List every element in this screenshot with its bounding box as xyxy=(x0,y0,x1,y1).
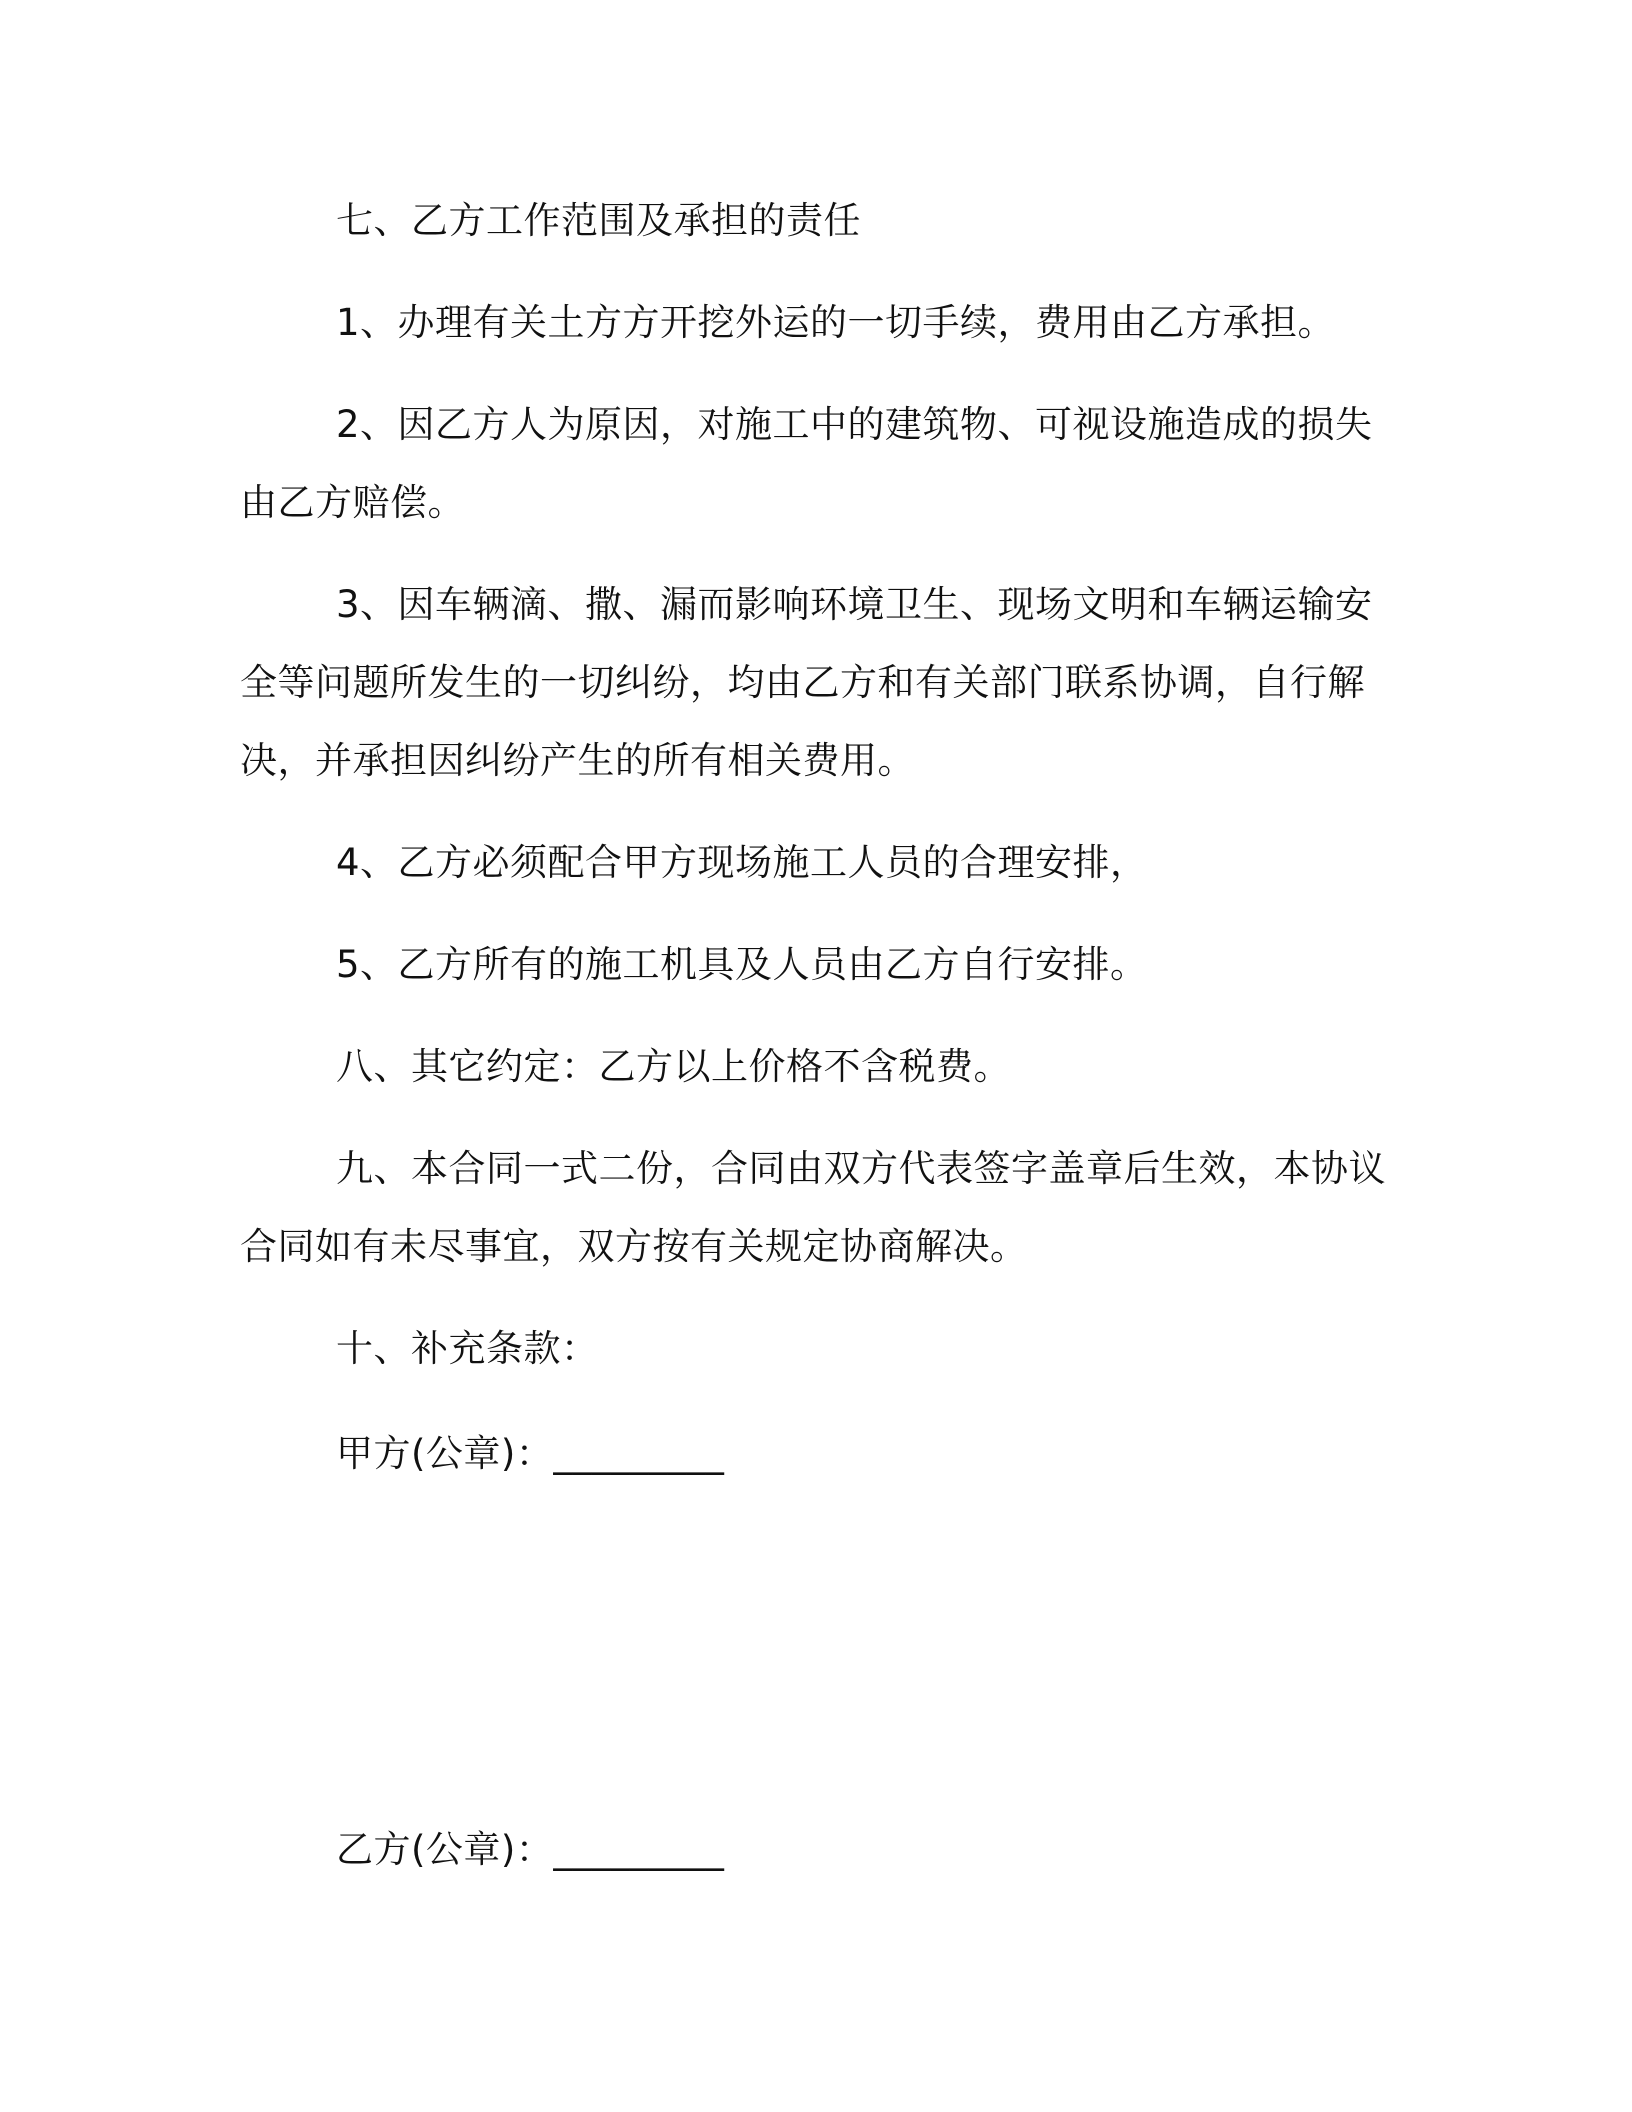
section-7-item-5: 5、乙方所有的施工机具及人员由乙方自行安排。 xyxy=(336,943,1148,986)
section-7-heading: 七、乙方工作范围及承担的责任 xyxy=(336,199,861,242)
party-b-signature-line: 乙方(公章)：_________ xyxy=(336,1828,725,1871)
section-8: 八、其它约定：乙方以上价格不含税费。 xyxy=(336,1045,1011,1088)
section-10: 十、补充条款： xyxy=(336,1327,599,1370)
section-7-item-1: 1、办理有关土方方开挖外运的一切手续，费用由乙方承担。 xyxy=(336,301,1336,344)
section-7-item-2: 2、因乙方人为原因，对施工中的建筑物、可视设施造成的损失由乙方赔偿。 xyxy=(240,403,1373,524)
section-7-item-4: 4、乙方必须配合甲方现场施工人员的合理安排， xyxy=(336,841,1148,884)
party-a-signature-line: 甲方(公章)：_________ xyxy=(336,1432,725,1475)
section-9: 九、本合同一式二份，合同由双方代表签字盖章后生效，本协议合同如有未尽事宜，双方按有关规定协商解决。 xyxy=(240,1147,1386,1268)
section-7-item-3: 3、因车辆滴、撒、漏而影响环境卫生、现场文明和车辆运输安全等问题所发生的一切纠纷，均由乙方和有关部门联系协调，自行解决，并承担因纠纷产生的所有相关费用。 xyxy=(240,583,1373,782)
